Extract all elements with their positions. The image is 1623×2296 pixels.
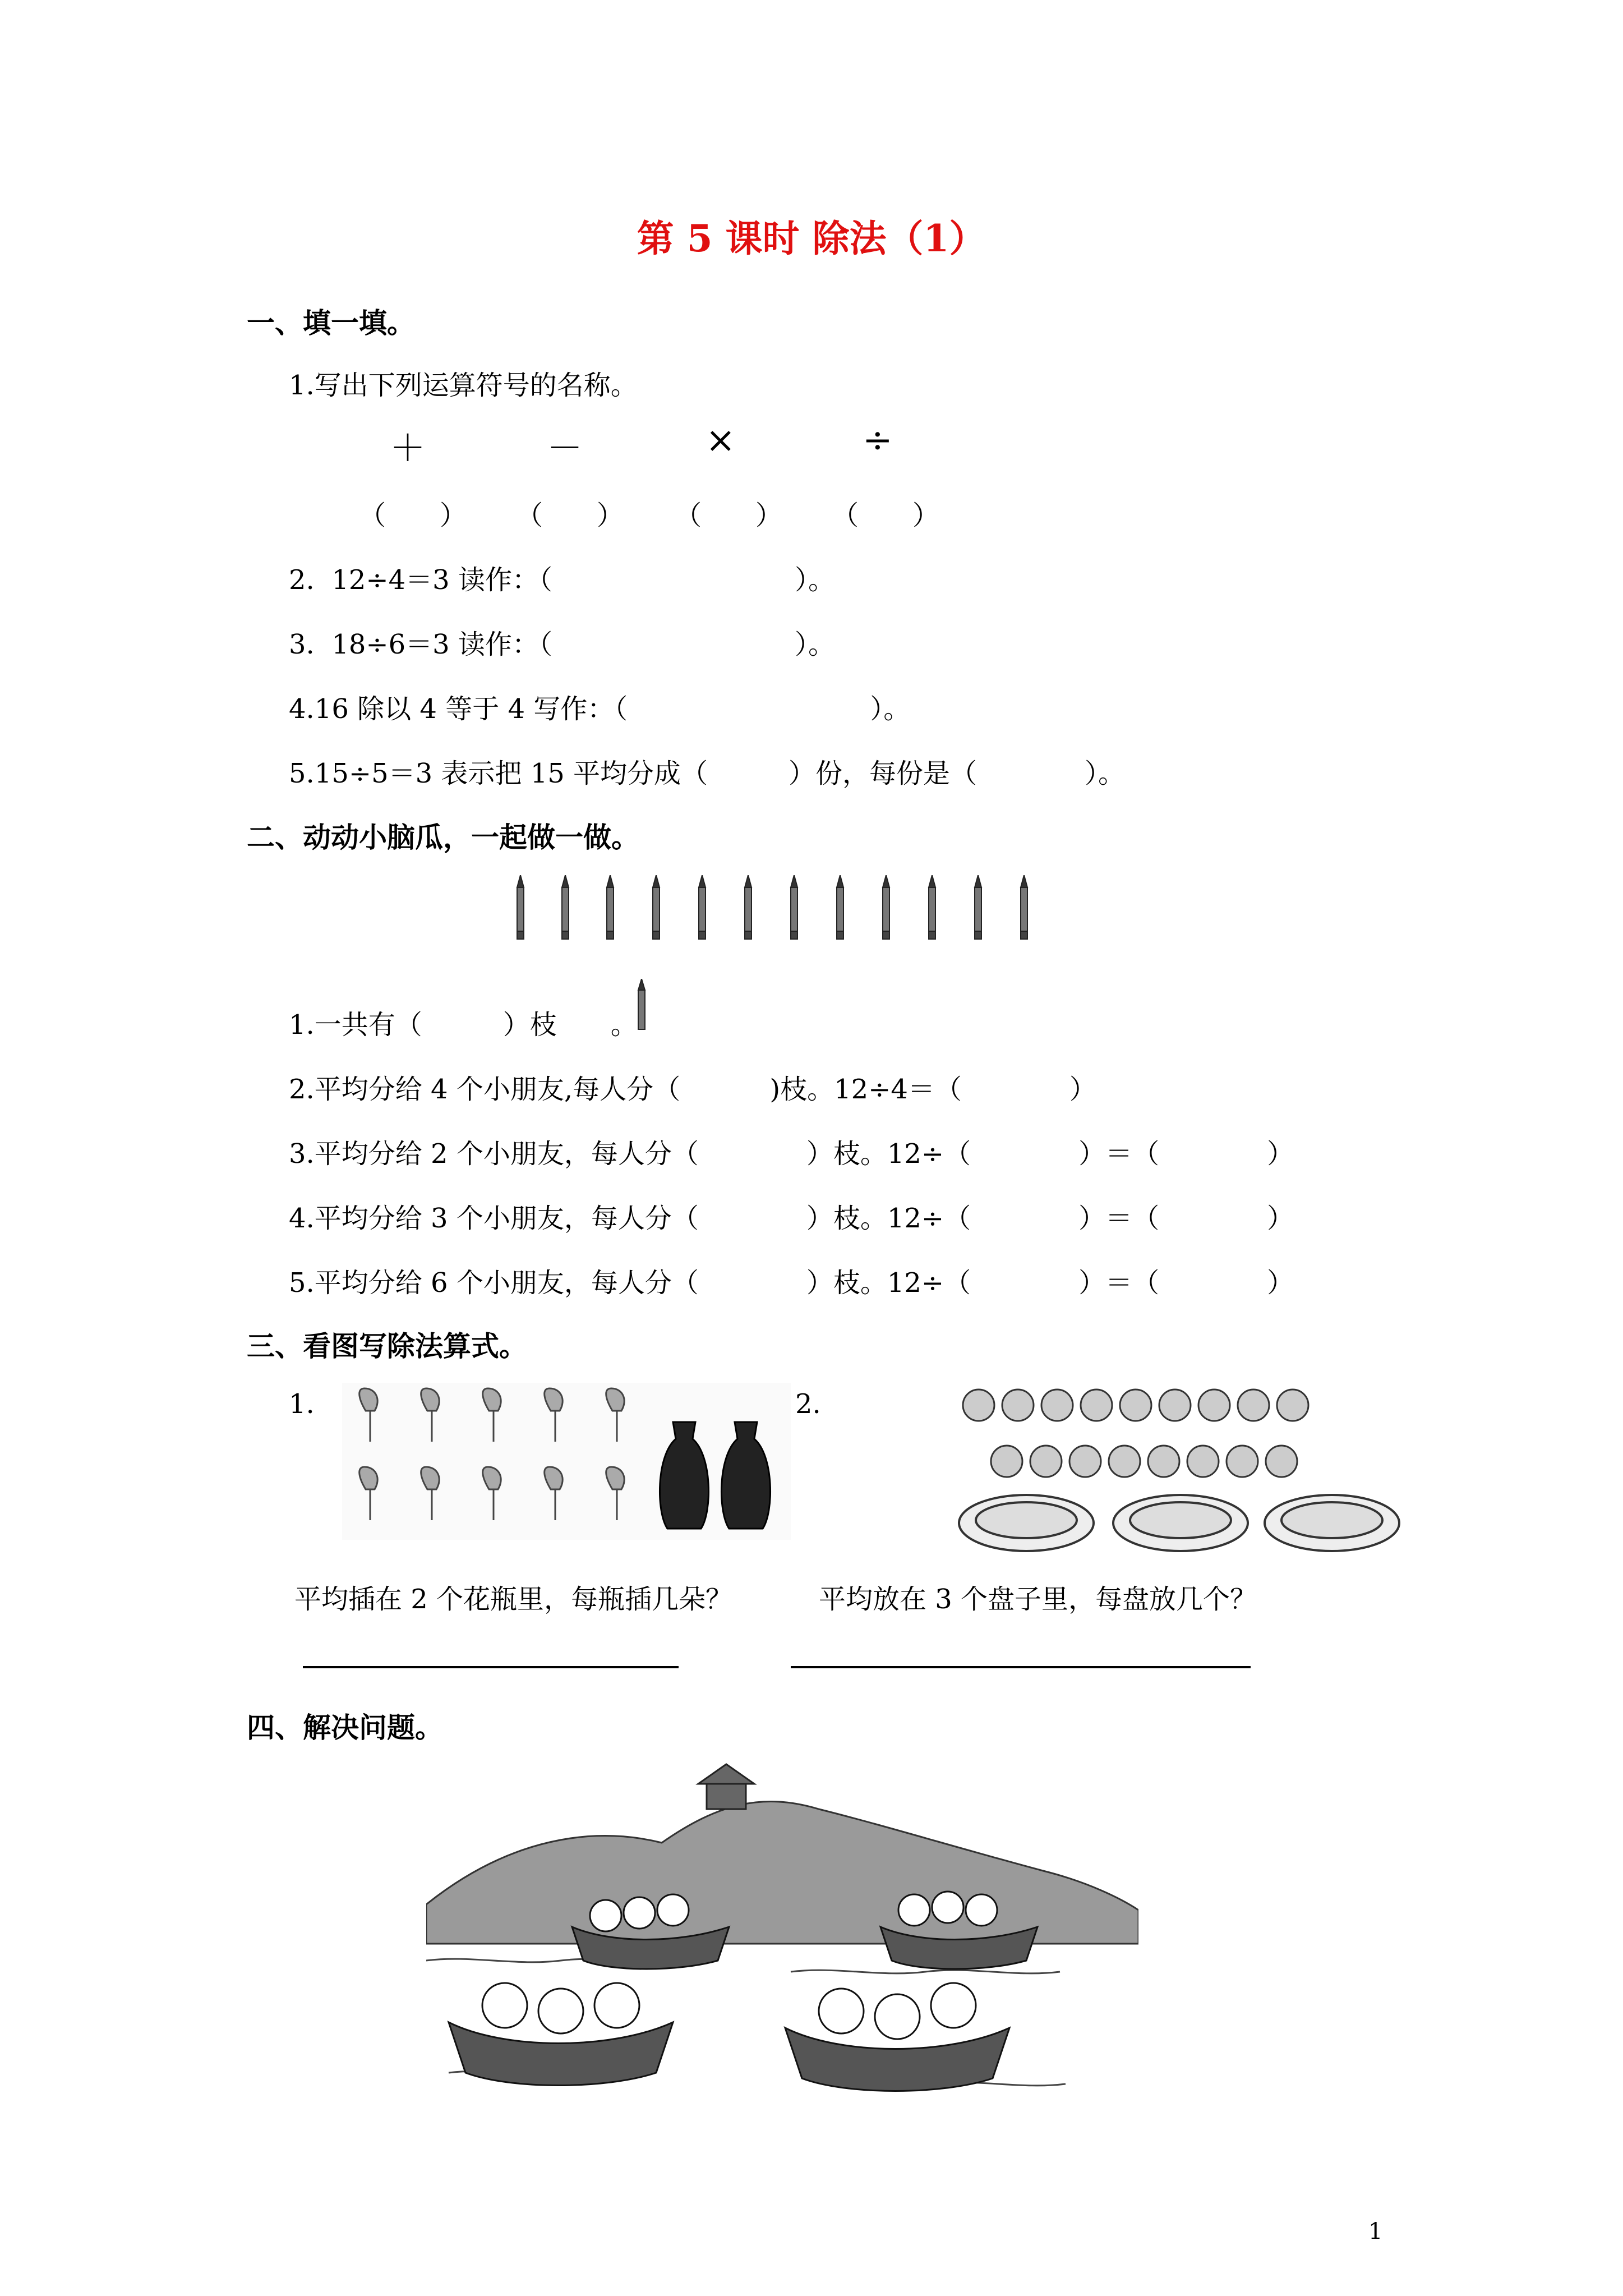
apples-and-plates-illustration (956, 1380, 1405, 1571)
s2-question-4: 4.平均分给 3 个小朋友，每人分（ ）枝。12÷（ ）＝（ ） (289, 1203, 1294, 1234)
blank-divide[interactable]: （ ） (832, 500, 940, 531)
minus-symbol: － (547, 428, 583, 470)
pencils-illustration (505, 875, 1043, 948)
item-2-number: 2. (795, 1388, 821, 1420)
s2-question-2: 2.平均分给 4 个小朋友,每人分（ )枝。12÷4＝（ ） (289, 1074, 1096, 1105)
section-2-heading: 二、动动小脑瓜，一起做一做。 (247, 821, 639, 854)
times-symbol: × (706, 420, 736, 461)
s1-question-5: 5.15÷5＝3 表示把 15 平均分成（ ）份，每份是（ ）。 (289, 758, 1126, 789)
s1-question-1: 1.写出下列运算符号的名称。 (289, 370, 638, 401)
boats-on-lake-illustration (426, 1759, 1138, 2140)
pencil-icon (635, 979, 648, 1032)
divide-symbol: ÷ (863, 420, 893, 461)
s1-question-3: 3. 18÷6＝3 读作：（ ）。 (289, 629, 835, 660)
item-1-number: 1. (289, 1388, 315, 1420)
section-3-heading: 三、看图写除法算式。 (247, 1330, 527, 1363)
plus-symbol: ＋ (390, 428, 426, 470)
answer-line-2[interactable] (791, 1666, 1251, 1668)
answer-line-1[interactable] (303, 1666, 679, 1668)
item-1-question: 平均插在 2 个花瓶里，每瓶插几朵？ (294, 1584, 733, 1615)
s2-question-5: 5.平均分给 6 个小朋友，每人分（ ）枝。12÷（ ）＝（ ） (289, 1267, 1294, 1299)
s2-question-3: 3.平均分给 2 个小朋友，每人分（ ）枝。12÷（ ）＝（ ） (289, 1138, 1294, 1170)
item-2-question: 平均放在 3 个盘子里，每盘放几个？ (819, 1584, 1257, 1615)
page-number: 1 (1368, 2219, 1383, 2244)
s1-question-2: 2. 12÷4＝3 读作：（ ）。 (289, 564, 835, 596)
section-1-heading: 一、填一填。 (247, 307, 415, 339)
blank-times[interactable]: （ ） (675, 500, 783, 531)
s2-question-1: 1.一共有（ ）枝 。 (289, 1009, 638, 1041)
s1-question-4: 4.16 除以 4 等于 4 写作：（ ）。 (289, 693, 911, 725)
flowers-and-vases-illustration (342, 1383, 791, 1540)
blank-plus[interactable]: （ ） (359, 500, 467, 531)
section-4-heading: 四、解决问题。 (247, 1711, 443, 1744)
blank-minus[interactable]: （ ） (516, 500, 624, 531)
page-title: 第 5 课时 除法（1） (637, 217, 986, 260)
